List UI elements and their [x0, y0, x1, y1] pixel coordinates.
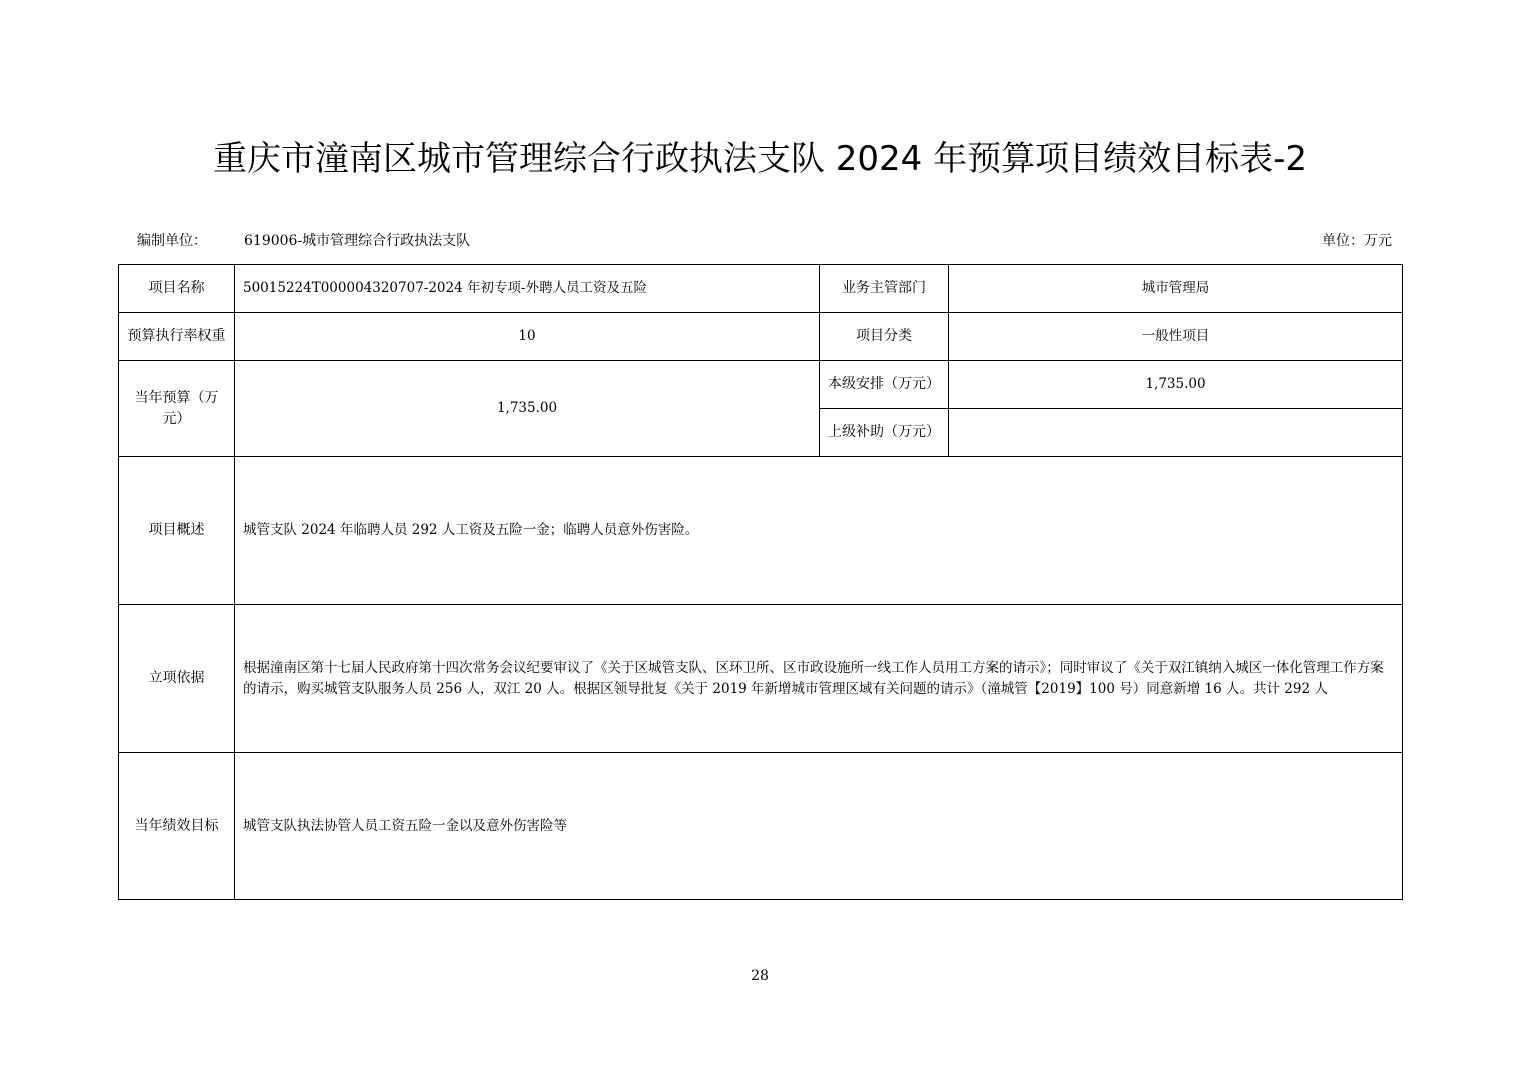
dept-label: 业务主管部门: [820, 265, 949, 313]
table-row: [119, 605, 1403, 753]
dept-value: 城市管理局: [949, 265, 1403, 313]
table-row: [119, 361, 1403, 409]
goal-value: 城管支队执法协管人员工资五险一金以及意外伤害险等: [235, 753, 1403, 900]
table-row: [119, 313, 1403, 361]
compiling-unit-label: 编制单位：: [137, 233, 207, 249]
page-number: 28: [751, 968, 769, 984]
table-row: [119, 753, 1403, 900]
goal-label: 当年绩效目标: [119, 753, 235, 900]
overview-label: 项目概述: [119, 457, 235, 605]
budget-label: 当年预算（万元）: [119, 361, 235, 457]
local-arrangement-label: 本级安排（万元）: [820, 361, 949, 409]
currency-unit: 单位：万元: [1322, 233, 1392, 249]
project-name-value: 50015224T000004320707-2024 年初专项-外聘人员工资及五险: [235, 265, 820, 313]
compiling-unit-name: 619006-城市管理综合行政执法支队: [244, 233, 471, 249]
page-title: 重庆市潼南区城市管理综合行政执法支队 2024 年预算项目绩效目标表-2: [212, 139, 1308, 179]
performance-target-table: [118, 264, 1403, 900]
table-row: [119, 457, 1403, 605]
local-arrangement-value: 1,735.00: [949, 361, 1403, 409]
superior-subsidy-label: 上级补助（万元）: [820, 409, 949, 457]
exec-weight-value: 10: [235, 313, 820, 361]
exec-weight-label: 预算执行率权重: [119, 313, 235, 361]
basis-value: 根据潼南区第十七届人民政府第十四次常务会议纪要审议了《关于区城管支队、区环卫所、区市政设施所一线工作人员用工方案的请示》；同时审议了《关于双江镇纳入城区一体化管理工作方案的请示，购买城管支队服务人员 256 人，双江 20 人。根据区领导批复《关于 2019 年新增城市管理区域有关问题的请示》（潼城管【2019】100 号）同意新增 16 人。共计 292 人: [235, 605, 1403, 753]
category-value: 一般性项目: [949, 313, 1403, 361]
overview-value: 城管支队 2024 年临聘人员 292 人工资及五险一金；临聘人员意外伤害险。: [235, 457, 1403, 605]
category-label: 项目分类: [820, 313, 949, 361]
table-row: [119, 265, 1403, 313]
basis-label: 立项依据: [119, 605, 235, 753]
project-name-label: 项目名称: [119, 265, 235, 313]
superior-subsidy-value: [949, 409, 1403, 457]
budget-value: 1,735.00: [235, 361, 820, 457]
